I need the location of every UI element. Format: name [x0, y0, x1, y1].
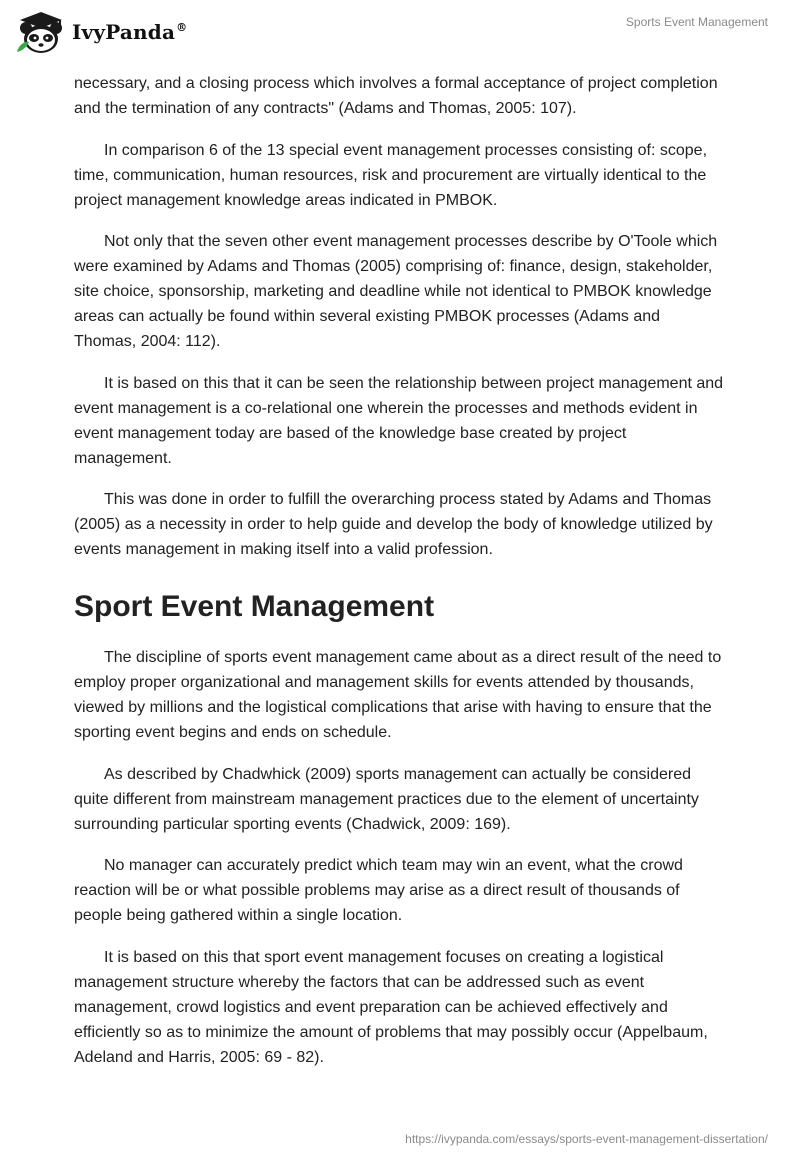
paragraph: Not only that the seven other event management processes describe by O'Toole which were examined by Adams and Thomas (2005) comprising of: finance, design, stakeholder, site choice, sponsorship, marketing and deadline while not identical to PMBOK knowledge areas can actually be found within several existing PMBOK processes (Adams and Thomas, 2004: 112).: [74, 233, 718, 350]
running-title: Sports Event Management: [625, 15, 768, 29]
ivypanda-logo[interactable]: [14, 8, 187, 56]
source-url[interactable]: https://ivypanda.com/essays/sports-event-management-dissertation/: [405, 1132, 768, 1146]
paragraph: The discipline of sports event management came about as a direct result of the need to employ proper organizational and management skills for events attended by thousands, viewed by millions and the logistical complications that arise with having to ensure that the sporting event begins and ends on schedule.: [74, 649, 722, 741]
section-heading: Sport Event Management: [74, 590, 435, 623]
essay-content: [74, 71, 724, 1086]
paragraph: In comparison 6 of the 13 special event management processes consisting of: scope, time, communication, human resources, risk and procurement are virtually identical to the project management knowledge areas indicated in PMBOK.: [74, 141, 708, 209]
brand-name: IvyPanda®: [72, 20, 188, 44]
page-header: [0, 0, 800, 70]
paragraph: necessary, and a closing process which involves a formal acceptance of project completion and the termination of any contracts" (Adams and Thomas, 2005: 107).: [74, 75, 718, 117]
paragraph: As described by Chadwhick (2009) sports management can actually be considered quite different from mainstream management practices due to the element of uncertainty surrounding particular sporting events (Chadwick, 2009: 169).: [74, 765, 699, 833]
paragraph: No manager can accurately predict which team may win an event, what the crowd reaction will be or what possible problems may arise as a direct result of thousands of people being gathered within a single location.: [74, 857, 683, 924]
paragraph: This was done in order to fulfill the overarching process stated by Adams and Thomas (2005) as a necessity in order to help guide and develop the body of knowledge utilized by events management in making itself into a valid profession.: [74, 491, 713, 558]
panda-graduate-icon: [14, 8, 66, 56]
paragraph: It is based on this that sport event management focuses on creating a logistical management structure whereby the factors that can be addressed such as event management, crowd logistics and event preparation can be achieved effectively and efficiently so as to minimize the amount of problems that may possibly occur (Appelbaum, Adeland and Harris, 2005: 69 - 82).: [74, 948, 708, 1066]
paragraph: It is based on this that it can be seen the relationship between project management and event management is a co-relational one wherein the processes and methods evident in event management today are based of the knowledge base created by project management.: [74, 374, 724, 467]
